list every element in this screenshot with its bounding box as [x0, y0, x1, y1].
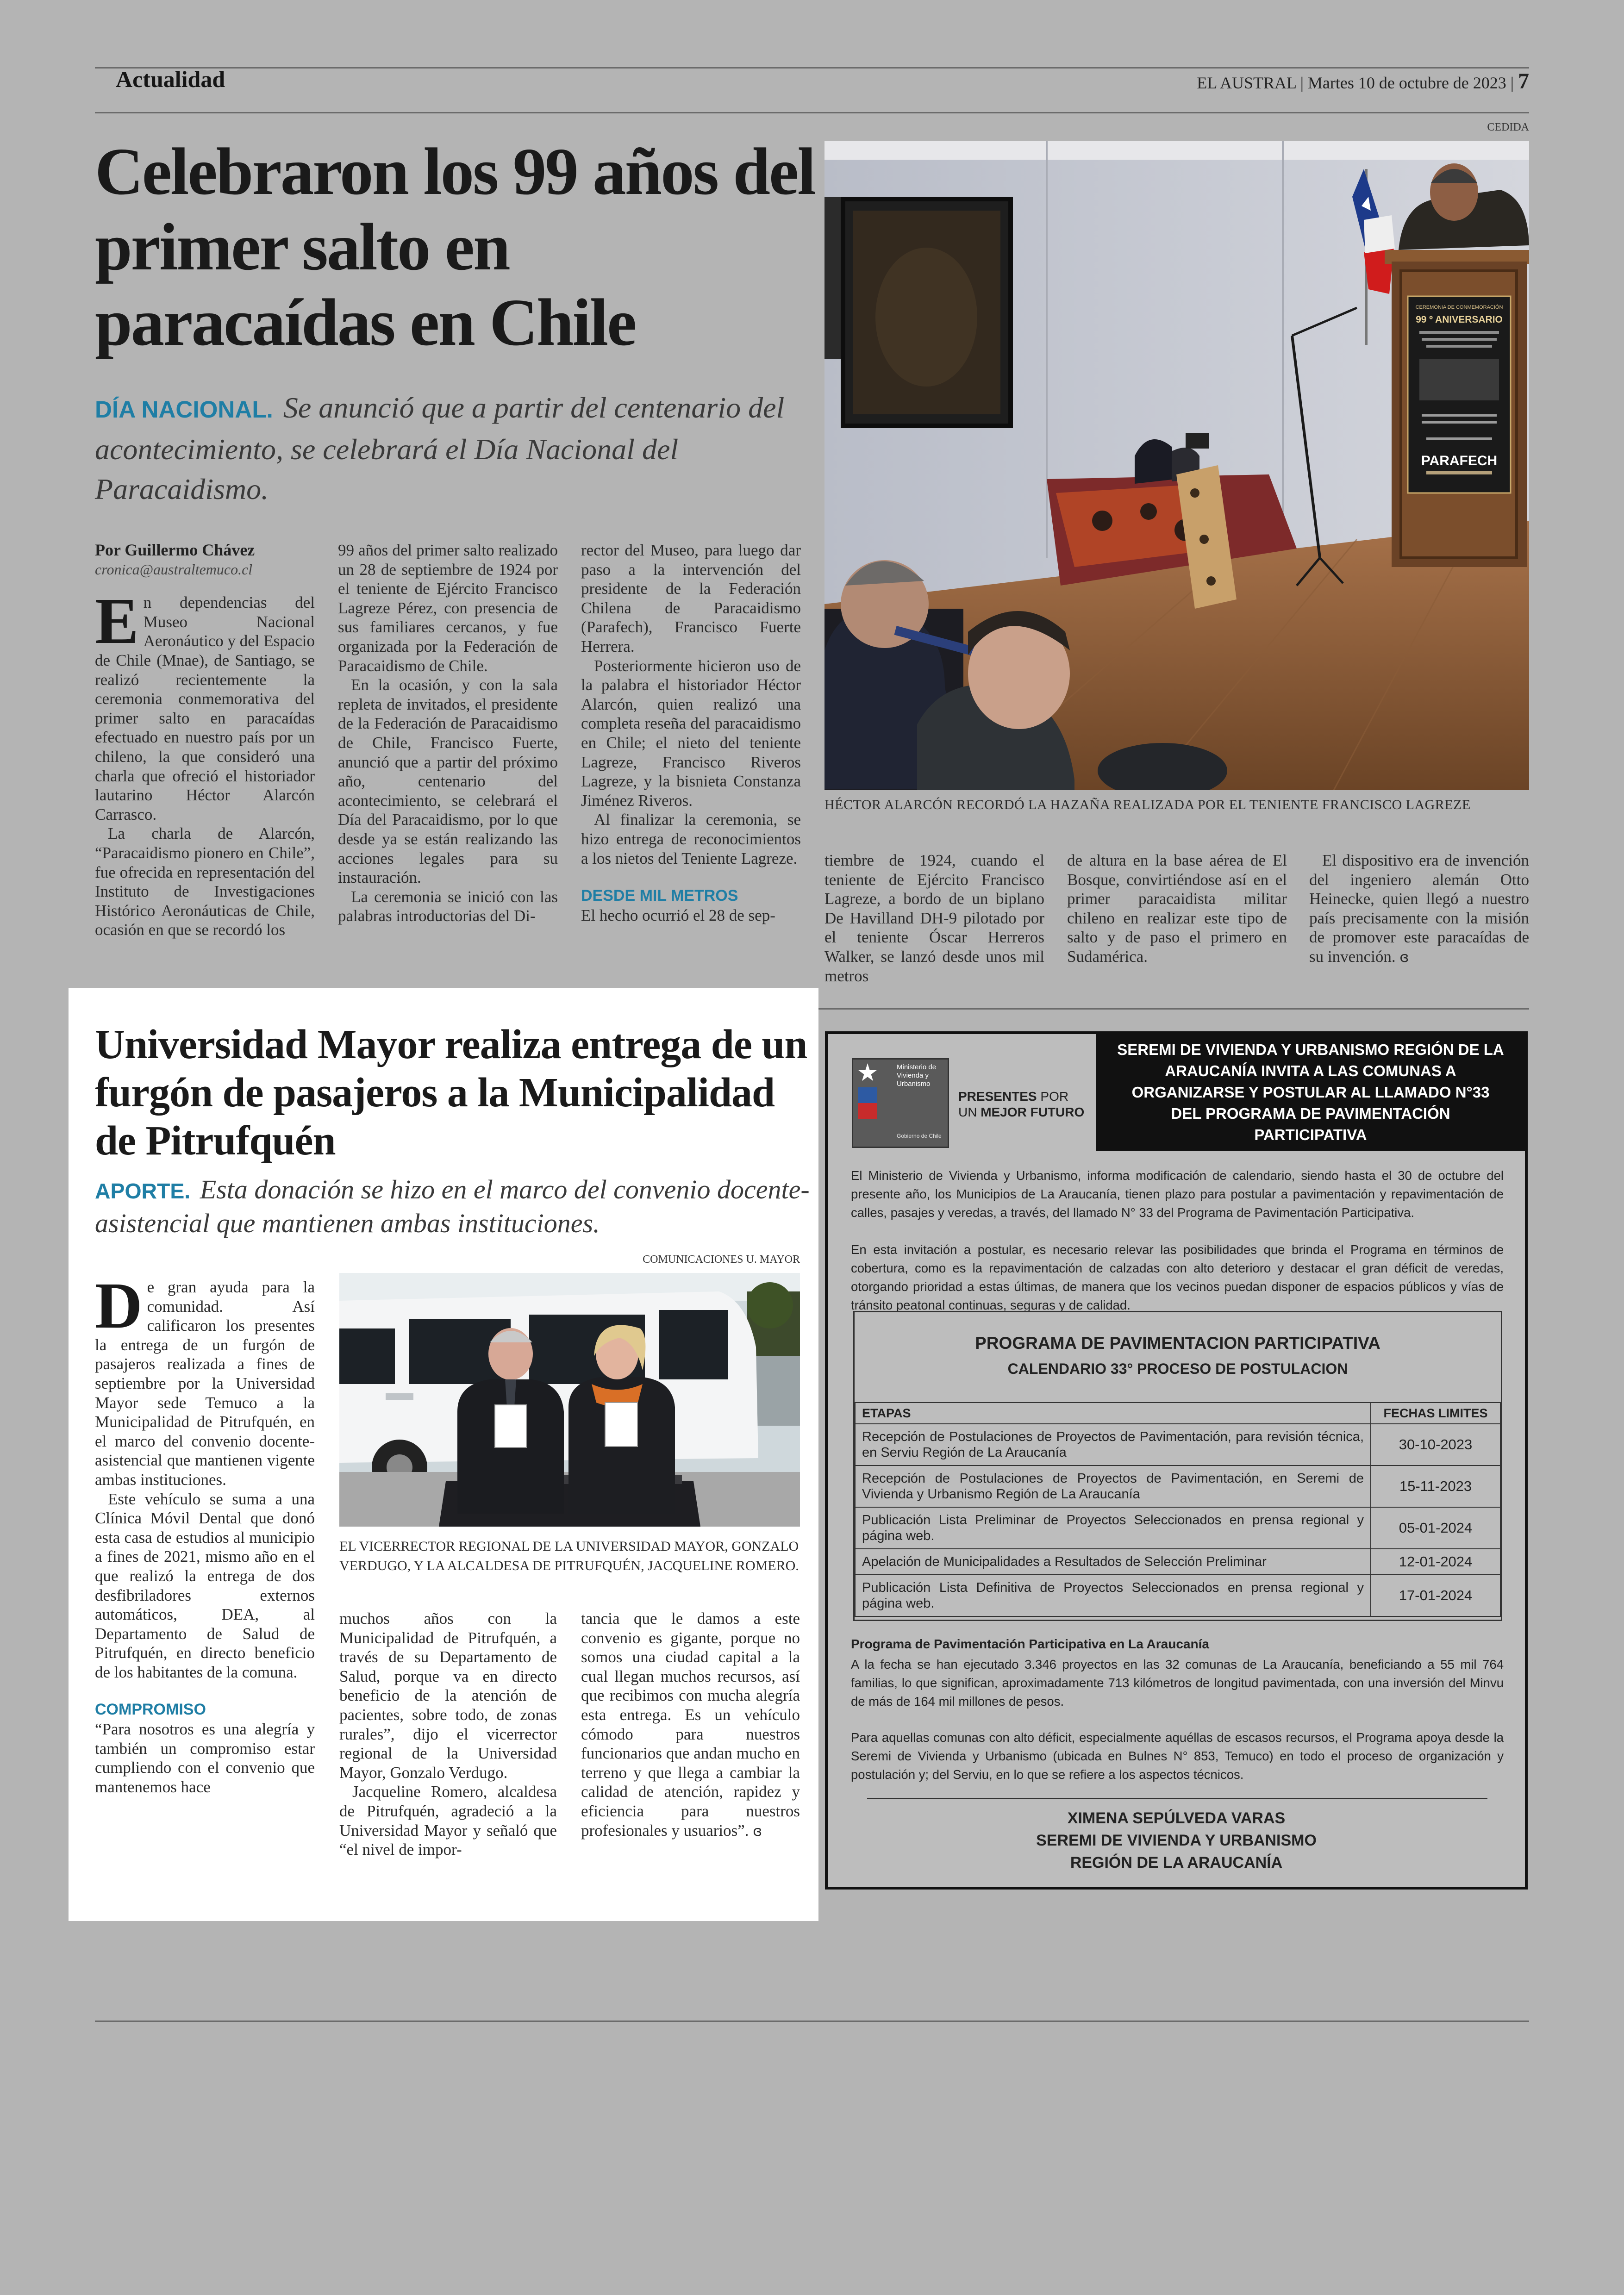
article1-column-5: [1067, 851, 1287, 967]
calendar-header-row: [855, 1403, 1500, 1424]
calendar-date: 30-10-2023: [1371, 1424, 1500, 1466]
article2-paragraph: Este vehículo se suma a una Clínica Móvil Dental que donó esta casa de estudios al municipio a fines de 2021, mismo año en el que realizó la entrega de dos desfibriladores externos automáticos, DEA, al Departamento de Salud de Pitrufquén, en directo beneficio de los habitantes de la comuna.: [95, 1490, 315, 1681]
article1-column-6: [1309, 851, 1529, 967]
article2-column-2: [339, 1609, 557, 1859]
section-label: Actualidad: [116, 66, 225, 92]
poster-top-text: CEREMONIA DE CONMEMORACIÓN: [1415, 305, 1503, 310]
article1-text: El dispositivo era de invención del ingeniero alemán Otto Heinecke, quien llegó a nuestro país precisamente con la misión de promover este paracaídas de su invención.: [1309, 851, 1529, 966]
signature-rule: [867, 1798, 1487, 1799]
dropcap: E: [95, 584, 139, 658]
calendar-header-stages: ETAPAS: [855, 1403, 1371, 1424]
article1-paragraph: [1309, 851, 1529, 967]
ceremony-illustration: [824, 141, 1529, 790]
article1-paragraph: La charla de Alarcón, “Paracaidismo pionero en Chile”, fue ofrecida en representación del Instituto de Investigaciones Histórico Aeronáuticas de Chile, ocasión en que se recordó los: [95, 824, 315, 939]
article2-deck: [95, 1173, 817, 1240]
ad-paragraph-3: A la fecha se han ejecutado 3.346 proyectos en las 32 comunas de La Araucanía, beneficiando a 55 mil 764 familias, lo que significan, aproximadamente 713 kilómetros de longitud pavimentada, con una inversión del Minvu de más de 164 mil millones de pesos.: [851, 1657, 1504, 1709]
byline: Por Guillermo Chávez: [95, 541, 255, 559]
end-mark-icon: ɞ: [753, 1823, 762, 1840]
article2-paragraph: Jacqueline Romero, alcaldesa de Pitrufquén, agradeció a la Universidad Mayor y señaló que “el nivel de impor-: [339, 1783, 557, 1859]
end-mark-icon: ɞ: [1399, 949, 1409, 966]
article1-headline: Celebraron los 99 años del primer salto en paracaídas en Chile: [95, 135, 815, 360]
program-heading: Programa de Pavimentación Participativa en La Araucanía: [851, 1637, 1209, 1651]
ad-slogan-line-2: [958, 1104, 1084, 1120]
logo-red-bar: [858, 1103, 877, 1119]
article1-paragraph: de altura en la base aérea de El Bosque, convirtiéndose así en el primer paracaidista militar chileno en realizar este tipo de salto y de paso el primero en Sudamérica.: [1067, 851, 1287, 966]
article2-kicker: APORTE.: [95, 1179, 191, 1203]
signature-block: [828, 1807, 1525, 1874]
calendar-stage: Recepción de Postulaciones de Proyectos de Pavimentación, en Seremi de Vivienda y Urbanismo Región de La Araucanía: [855, 1466, 1371, 1507]
calendar-title: PROGRAMA DE PAVIMENTACION PARTICIPATIVA: [975, 1334, 1380, 1353]
photo2-caption: EL VICERRECTOR REGIONAL DE LA UNIVERSIDAD MAYOR, GONZALO VERDUGO, Y LA ALCALDESA DE PITRUFQUÉN, JACQUELINE ROMERO.: [339, 1539, 799, 1573]
article1-deck-text: Se anunció que a partir del centenario del acontecimiento, se celebrará el Día Nacional del Paracaidismo.: [95, 391, 785, 505]
article1-paragraph: En la ocasión, y con la sala repleta de invitados, el presidente de la Federación de Paracaidismo de Chile, Francisco Fuerte, anunció que a partir del próximo año, centenario del acontecimiento, se celebrará el Día del Paracaidismo, por lo que desde ya se están realizando las acciones legales para su instauración.: [338, 676, 558, 887]
article1-kicker: DÍA NACIONAL.: [95, 396, 273, 423]
calendar-date: 15-11-2023: [1371, 1466, 1500, 1507]
photo1-credit: CEDIDA: [1487, 121, 1529, 133]
ad-paragraph-4: Para aquellas comunas con alto déficit, especialmente aquéllas de escasos recursos, el Programa apoya desde la Seremi de Vivienda y Urbanismo (ubicada en Bulnes N° 853, Temuco) en todo el proceso de organización y postulación y; del Serviu, en lo que se refiere a los aspectos técnicos.: [851, 1730, 1504, 1782]
article1-paragraph: [95, 584, 315, 824]
article2-paragraph: “Para nosotros es una alegría y también un compromiso estar cumpliendo con el convenio que mantenemos hace: [95, 1720, 315, 1796]
article1-paragraph: Al finalizar la ceremonia, se hizo entrega de reconocimientos a los nietos del Teniente Lagreze.: [581, 811, 801, 867]
calendar-header-dates: FECHAS LIMITES: [1371, 1403, 1500, 1424]
article2-deck-text: Esta donación se hizo en el marco del convenio docente-asistencial que mantienen ambas instituciones.: [95, 1174, 810, 1238]
calendar-stage: Publicación Lista Preliminar de Proyectos Seleccionados en prensa regional y página web.: [855, 1507, 1371, 1549]
article1-column-2: [338, 541, 558, 926]
poster-brand-text: PARAFECH: [1421, 453, 1498, 468]
minvu-logo-text: Ministerio de Vivienda y Urbanismo: [897, 1063, 937, 1088]
dropcap: D: [95, 1269, 143, 1342]
article1-paragraph: tiembre de 1924, cuando el teniente de Ejército Francisco Lagreze, a bordo de un biplano De Havilland DH-9 pilotado por el teniente Óscar Herreros Walker, se lanzó desde unos mil metros: [824, 851, 1044, 985]
page-number: 7: [1518, 69, 1529, 94]
table-row: [855, 1424, 1500, 1466]
signature-name: XIMENA SEPÚLVEDA VARAS: [1067, 1809, 1286, 1827]
calendar-date: 12-01-2024: [1371, 1549, 1500, 1575]
article1-paragraph: La ceremonia se inició con las palabras introductorias del Di-: [338, 887, 558, 925]
logo-blue-bar: [858, 1087, 877, 1103]
article1-paragraph: rector del Museo, para luego dar paso a la intervención del presidente de la Federación Chilena de Paracaidismo (Parafech), Francisco Fuerte Herrera.: [581, 541, 801, 655]
photo1-caption: HÉCTOR ALARCÓN RECORDÓ LA HAZAÑA REALIZADA POR EL TENIENTE FRANCISCO LAGREZE: [824, 797, 1471, 812]
table-row: [855, 1507, 1500, 1549]
article2-paragraph: [95, 1269, 315, 1490]
article2-headline: Universidad Mayor realiza entrega de un furgón de pasajeros a la Municipalidad de Pitrufquén: [95, 1022, 807, 1164]
table-row: [855, 1575, 1500, 1616]
calendar-date: 17-01-2024: [1371, 1575, 1500, 1616]
masthead: EL AUSTRAL | Martes 10 de octubre de 2023 | 7: [1197, 69, 1529, 94]
article2-subhead: COMPROMISO: [95, 1701, 206, 1719]
article2-text: tancia que le damos a este convenio es gigante, porque no somos una ciudad capital a la cual llegan muchos recursos, así que recibimos con mucha alegría esta entrega. Es un vehículo cómodo para nuestros funcionarios que andan mucho en terreno y que llega a cambiar la calidad de atención, rapidez y eficiencia para nuestros profesionales y usuarios”.: [581, 1609, 800, 1840]
van-delivery-illustration: [339, 1273, 800, 1527]
article2-paragraph: [581, 1609, 800, 1841]
ad-slogan-word: MEJOR FUTURO: [981, 1105, 1085, 1119]
ad-paragraph-2: En esta invitación a postular, es necesario relevar las posibilidades que brinda el Programa en términos de cobertura, como es la repavimentación de calzadas con alto deterioro y destacar el gran déficit de veredas, otorgando prioridad a estas últimas, de manera que los vecinos puedan disponer de espacios públicos y vías de tránsito peatonal continuas, seguras y de calidad.: [851, 1242, 1504, 1312]
ad-slogan-word: POR: [1040, 1089, 1069, 1104]
article1-column-4: [824, 851, 1044, 985]
ad-slogan: [958, 1089, 1084, 1120]
poster-title-text: 99 º ANIVERSARIO: [1416, 314, 1503, 325]
article1-deck: [95, 388, 817, 509]
ad-slogan-line-1: [958, 1089, 1084, 1104]
ad-paragraph-1: El Ministerio de Vivienda y Urbanismo, informa modificación de calendario, siendo hasta el 30 de octubre del presente año, los Municipios de La Araucanía, tienen plazo para postular a pavimentación y repavimentación de calles, pasajes y veredas, a través, del llamado N° 33 del Programa de Pavimentación Participativa.: [851, 1168, 1504, 1220]
byline-email: cronica@australtemuco.cl: [95, 561, 253, 578]
calendar-date: 05-01-2024: [1371, 1507, 1500, 1549]
calendar-subtitle: CALENDARIO 33° PROCESO DE POSTULACION: [1007, 1360, 1348, 1377]
calendar-stage: Apelación de Municipalidades a Resultados de Selección Preliminar: [855, 1549, 1371, 1575]
issue-date: Martes 10 de octubre de 2023: [1307, 74, 1506, 92]
calendar-stage: Publicación Lista Definitiva de Proyectos Seleccionados en prensa regional y página web.: [855, 1575, 1371, 1616]
signature-title: SEREMI DE VIVIENDA Y URBANISMO: [1036, 1832, 1317, 1849]
bottom-rule: [95, 2021, 1529, 2022]
article2-column-3: [581, 1609, 800, 1841]
ad-slogan-word: PRESENTES: [958, 1089, 1037, 1104]
article2-paragraph: muchos años con la Municipalidad de Pitrufquén, a través de su Departamento de Salud, porque va en directo beneficio de la atención de pacientes, sobre todo, de zonas rurales”, dijo el vicerrector regional de la Universidad Mayor, Gonzalo Verdugo.: [339, 1609, 557, 1782]
chile-star-icon: [858, 1063, 877, 1083]
calendar-stage: Recepción de Postulaciones de Proyectos de Pavimentación, para revisión técnica, en Serviu Región de La Araucanía: [855, 1424, 1371, 1466]
photo2-credit: COMUNICACIONES U. MAYOR: [643, 1254, 800, 1266]
table-row: [855, 1466, 1500, 1507]
calendar-box: [853, 1311, 1502, 1621]
article1-subhead: DESDE MIL METROS: [581, 887, 738, 905]
calendar-table: [855, 1402, 1501, 1617]
article1-paragraph: El hecho ocurrió el 28 de sep-: [581, 906, 775, 924]
ad-slogan-word: UN: [958, 1105, 977, 1119]
article2-column-1: [95, 1269, 315, 1796]
photo-van-delivery: [339, 1273, 800, 1527]
article1-paragraph: Posteriormente hicieron uso de la palabra el historiador Héctor Alarcón, quien realizó una completa reseña del paracaidismo en Chile; el nieto del teniente Lagreze, Francisco Riveros Lagreze, y la bisnieta Constanza Jiménez Riveros.: [581, 656, 801, 810]
ad-banner-heading: SEREMI DE VIVIENDA Y URBANISMO REGIÓN DE LA ARAUCANÍA INVITA A LAS COMUNAS A ORGANIZARSE Y POSTULAR AL LLAMADO N°33 DEL PROGRAMA DE PAVIMENTACIÓN PARTICIPATIVA: [1096, 1034, 1525, 1151]
minvu-advertisement: [825, 1031, 1528, 1890]
article2-text: e gran ayuda para la comunidad. Así calificaron los presentes la entrega de un furgón de pasajeros realizada a fines de septiembre por la Universidad Mayor sede Temuco a la Municipalidad de Pitrufquén, en el marco del convenio docente-asistencial que mantienen vigente ambas instituciones.: [95, 1278, 315, 1489]
article1-text: n dependencias del Museo Nacional Aeronáutico y del Espacio de Chile (Mnae), de Santiago, se realizó recientemente la ceremonia conmemorativa del primer salto en paracaídas efectuado en nuestro país por un chileno, la que consideró una charla que ofreció el historiador lautarino Héctor Alarcón Carrasco.: [95, 593, 315, 823]
minvu-logo-subtext: Gobierno de Chile: [897, 1133, 942, 1139]
header-rule: [95, 112, 1529, 113]
article1-paragraph: 99 años del primer salto realizado un 28 de septiembre de 1924 por el teniente de Ejército Francisco Lagreze Pérez, con presencia de sus familiares cercanos, y fue organizada por la Federación de Paracaidismo de Chile.: [338, 541, 558, 675]
article1-column-1: [95, 541, 315, 940]
photo-ceremony: [824, 141, 1529, 790]
article1-column-3: [581, 541, 801, 925]
minvu-logo: [852, 1058, 949, 1148]
newspaper-name: EL AUSTRAL: [1197, 74, 1296, 92]
signature-region: REGIÓN DE LA ARAUCANÍA: [1070, 1854, 1283, 1871]
table-row: [855, 1549, 1500, 1575]
